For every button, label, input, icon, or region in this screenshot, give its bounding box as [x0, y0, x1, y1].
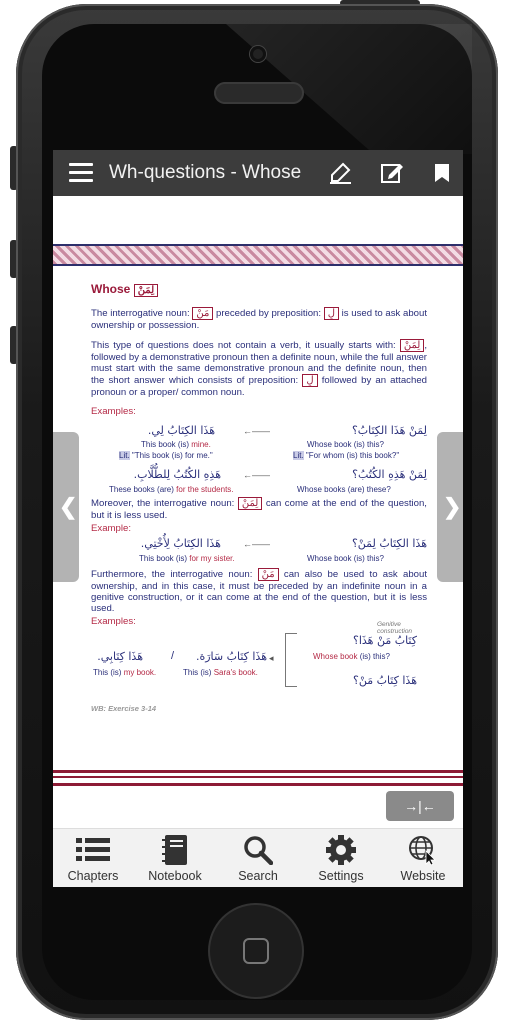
next-page-button[interactable] — [437, 432, 463, 582]
bookmark-icon[interactable] — [429, 161, 455, 185]
page-title: Wh-questions - Whose — [109, 162, 302, 183]
example-answer-en — [109, 484, 234, 495]
example-question-lit — [293, 450, 399, 461]
paragraph-2 — [91, 339, 427, 398]
example-question-en: Whose books (are) these? — [297, 485, 391, 494]
text: (is) this? — [359, 652, 390, 661]
lit-tag: Lit. — [119, 451, 130, 460]
example-answer-ar: هَذَا الكِتَابُ لِأُخْتِي. — [140, 537, 221, 550]
text: can come at the end of the question, but it is less used. — [91, 498, 427, 521]
text: mine. — [191, 440, 211, 449]
example-question-en: Whose book (is) this? — [307, 440, 384, 449]
app-screen — [53, 150, 463, 887]
example-answer-lit — [119, 450, 213, 461]
text: This type of questions does not contain a verb, it usually starts with: — [91, 340, 396, 351]
nav-settings[interactable] — [301, 833, 381, 883]
example-question-en — [313, 651, 390, 662]
nav-label: Website — [400, 869, 446, 883]
text: preceded by preposition: — [215, 308, 322, 319]
text: is used to ask about ownership or possession. — [91, 308, 428, 331]
arabic-box: لِمَنْ — [400, 339, 424, 352]
lesson-heading — [91, 284, 427, 297]
nav-label: Notebook — [148, 869, 202, 883]
example-question-ar: كِتَابُ مَنْ هَذَا؟ — [353, 634, 417, 647]
paragraph-1 — [91, 307, 427, 331]
globe-icon — [408, 835, 438, 865]
arabic-box: لِمَنْ — [238, 497, 262, 510]
arabic-box: مَنْ — [258, 568, 279, 581]
arabic-box: مَنْ — [192, 307, 213, 320]
lit-tag: Lit. — [293, 451, 304, 460]
examples-label: Examples: — [91, 406, 136, 417]
top-app-bar — [53, 150, 463, 196]
text: my book. — [123, 668, 157, 677]
nav-label: Settings — [318, 869, 364, 883]
text: These books (are) — [109, 485, 174, 494]
genitive-note: Genitive construction — [377, 621, 413, 635]
text: This book (is) — [141, 440, 190, 449]
chevron-right-icon: ❯ — [443, 494, 462, 519]
front-camera — [250, 46, 266, 62]
example-answer2-ar: هَذَا كِتَابُ سَارَة. — [195, 650, 267, 663]
example-question-ar: هَذَا الكِتَابُ لِمَنْ؟ — [351, 537, 427, 550]
decorative-band-bottom — [53, 770, 463, 786]
text: , followed by a demonstrative pronoun then a definite noun, while the full answer must start with the same demonstrative pronoun and the definite noun, then the short answer which consists of preposition: — [91, 340, 427, 386]
lit-text: "This book (is) for me." — [131, 451, 213, 460]
fit-width-button[interactable]: →|← — [386, 791, 454, 821]
bracket — [285, 633, 297, 687]
lesson-content — [91, 284, 427, 714]
edit-note-icon[interactable] — [379, 161, 405, 185]
example-question2-ar: هَذَا كِتَابُ مَنْ؟ — [353, 674, 417, 687]
text: Whose book — [313, 652, 358, 661]
arrow-icon: ◂ — [269, 653, 274, 663]
workbook-reference: WB: Exercise 3-14 — [91, 704, 157, 713]
text: This (is) — [93, 668, 122, 677]
text: can also be used to ask about ownership, and in this case, it must be preceded by an indefinite noun in a genitive construction, or it can come at the end of the question, but it is less used. — [91, 569, 428, 614]
lit-text: "For whom (is) this book?" — [305, 451, 400, 460]
example-question-ar: لِمَنْ هَذَا الكِتَابُ؟ — [351, 424, 427, 437]
nav-label: Search — [238, 869, 278, 883]
example-answer-ar: هَذَا الكِتَابُ لِي. — [147, 424, 215, 437]
text: Furthermore, the interrogative noun: — [91, 569, 253, 580]
paragraph-3 — [91, 497, 427, 521]
example-answer-ar: هَذِهِ الكُتُبُ لِلطُّلَّابِ. — [133, 468, 221, 481]
arrow-icon: ←—— — [243, 470, 270, 480]
paragraph-4 — [91, 568, 427, 614]
list-icon — [75, 836, 111, 864]
examples-label: Examples: — [91, 616, 136, 627]
previous-page-button[interactable] — [53, 432, 79, 582]
text: for the students. — [176, 485, 234, 494]
heading-text: Whose — [91, 282, 131, 296]
heading-arabic: لِمَنْ — [134, 284, 158, 297]
example-question-en: Whose book (is) this? — [307, 554, 384, 563]
text: Moreover, the interrogative noun: — [91, 498, 235, 509]
example-answer2-en — [183, 667, 258, 678]
example-answer-en — [139, 553, 235, 564]
text: This (is) — [183, 668, 212, 677]
example-question-ar: لِمَنْ هَذِهِ الكُتُبُ؟ — [352, 468, 427, 481]
text: for my sister. — [189, 554, 235, 563]
arrow-icon: ←—— — [243, 426, 270, 436]
text: The interrogative noun: — [91, 308, 190, 319]
arrow-icon: ←—— — [243, 539, 270, 549]
earpiece-speaker — [214, 82, 304, 104]
gear-icon — [325, 834, 357, 866]
text: This book (is) — [139, 554, 188, 563]
example-row-3 — [91, 538, 427, 568]
example-row-2 — [91, 461, 427, 497]
arabic-box: لِ — [302, 374, 317, 387]
highlighter-icon[interactable] — [327, 161, 353, 185]
search-icon — [243, 835, 273, 865]
nav-notebook[interactable] — [135, 833, 215, 883]
nav-label: Chapters — [67, 869, 119, 883]
example-answer-en — [141, 439, 211, 450]
home-button[interactable] — [210, 905, 302, 997]
nav-chapters[interactable] — [53, 833, 133, 883]
example-label: Example: — [91, 523, 131, 534]
chevron-left-icon: ❮ — [59, 494, 78, 519]
notebook-icon — [161, 834, 189, 866]
text: followed by an attached pronoun or a proper/ common noun. — [91, 375, 427, 398]
separator: / — [171, 650, 175, 662]
text: Sara's book. — [213, 668, 258, 677]
example-answer1-en — [93, 667, 156, 678]
nav-search[interactable] — [218, 833, 298, 883]
example-answer1-ar: هَذَا كِتَابِي. — [97, 650, 143, 663]
menu-icon[interactable] — [69, 163, 93, 183]
example-row-1 — [91, 421, 427, 461]
decorative-band-top — [53, 244, 463, 266]
nav-website[interactable] — [383, 833, 463, 883]
bottom-navigation — [53, 828, 463, 887]
arabic-box: لِ — [324, 307, 339, 320]
lesson-page — [53, 196, 463, 832]
